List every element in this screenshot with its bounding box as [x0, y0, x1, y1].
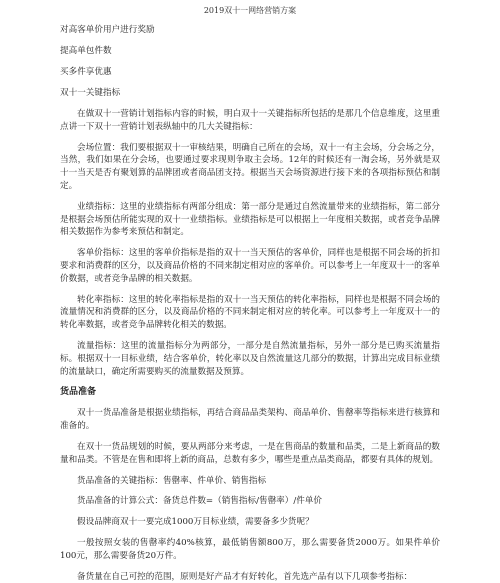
paragraph: 备货量在自己可控的范围，原则是好产品才有好转化，首先选产品有以下几项参考指标：: [77, 571, 413, 582]
paragraph: 在双十一货品规划的时候，要从两部分来考虑，一是在售商品的数量和品类，二是上新商品的数量和品类。不管是在售和即将上新的商品，总数有多少，哪些是重点品类商品，都要有具体的规划。: [60, 441, 440, 465]
text-line: 买多件享优惠: [60, 67, 112, 77]
paragraph: 转化率指标：这里的转化率指标是指的双十一当天预估的转化率指标，同样也是根据不同会场的流量情况和消费群的区分，以及商品价格的不同来制定相对应的转化率。可以参考上一年度双十一的转化率数据，或者竞争品牌转化相关的数据。: [60, 294, 440, 331]
paragraph: 流量指标：这里的流量指标分为两部分，一部分是自然流量指标，另外一部分是已购买流量指标。根据双十一目标业绩，结合客单价，转化率以及自然流量这几部分的数据，计算出完成目标业绩的流量缺口，确定所需要购买的流量数据及预算。: [60, 340, 440, 377]
section-heading: 双十一关键指标: [60, 88, 121, 98]
paragraph: 业绩指标：这里的业绩指标有两部分组成：第一部分是通过自然流量带来的业绩指标，第二部分是根据会场预估所能实现的双十一业绩指标。业绩指标是可以根据上一年度相关数据，或者竞争品牌相关数据作为参考来预估和制定。: [60, 201, 440, 238]
text-line: 对高客单价用户进行奖励: [60, 25, 155, 35]
text-line: 提高单包件数: [60, 46, 112, 56]
section-heading-goods: 货品准备: [60, 387, 97, 398]
paragraph: 客单价指标：这里的客单价指标是指的双十一当天预估的客单价，同样也是根据不同会场的折扣要求和消费群的区分，以及商品价格的不同来制定相对应的客单价。可以参考上一年度双十一的客单价数据，或者竞争品牌的相关数据。: [60, 248, 440, 284]
paragraph: 在做双十一营销计划指标内容的时候，明白双十一关键指标所包括的是那几个信息维度，这里重点讲一下双十一营销计划表纵轴中的几大关键指标：: [60, 109, 440, 132]
paragraph: 会场位置：我们要根据双十一审核结果，明确自己所在的会场，双十一有主会场，分会场之分，当然，我们如果在分会场，也要通过要求现则争取主会场。12年的时候还有一淘会场，另外就是双十一当天是否有聚划算的品牌团或者商品团支持。根据当天会场资源进行接下来的各项指标预估和制定。: [60, 142, 440, 191]
paragraph: 一般按照女装的售罄率约40%核算，最低销售额800万，那么需要备货2000万。如果件单价100元，那么需要备货20万件。: [60, 537, 440, 561]
paragraph: 双十一货品准备是根据业绩指标，再结合商品品类架构、商品单价、售罄率等指标来进行核算和准备的。: [60, 408, 440, 432]
text-line: 货品准备的关键指标：售罄率、件单价、销售指标: [77, 475, 267, 486]
text-line: 货品准备的计算公式：备货总件数=（销售指标/售罄率）/件单价: [77, 496, 323, 507]
document-title: 2019双十一网络营销方案: [203, 6, 297, 15]
text-line: 假设品牌商双十一要完成1000万目标业绩，需要备多少货呢？: [77, 517, 314, 528]
